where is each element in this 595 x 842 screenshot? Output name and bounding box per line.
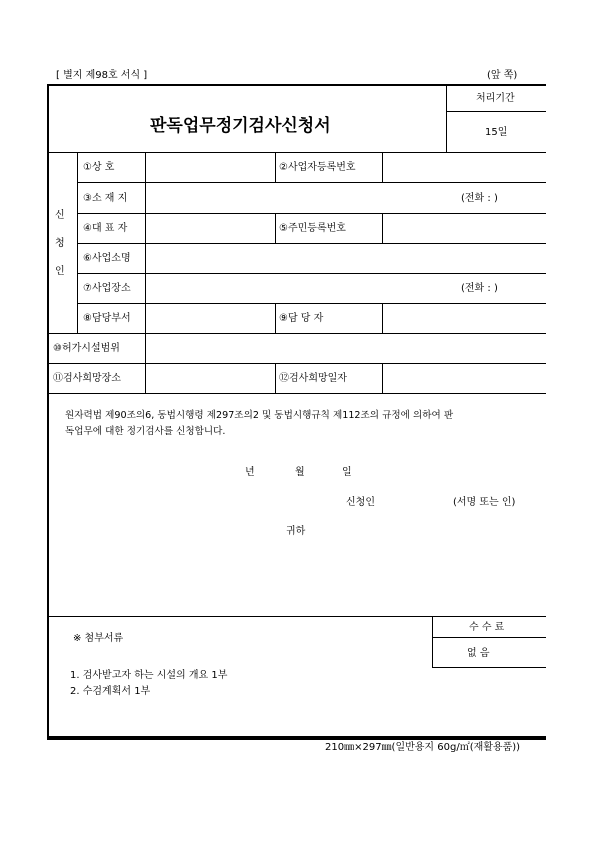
address-phone-label: (전화 : ) [461, 193, 498, 204]
signature-or-seal-label: (서명 또는 인) [453, 497, 516, 508]
form-number: [ 별지 제98호 서식 ] [56, 70, 148, 81]
rule [77, 152, 78, 333]
rule [275, 363, 276, 393]
address-field[interactable] [146, 183, 446, 213]
person-in-charge-field[interactable] [383, 304, 545, 333]
representative-label: ④대 표 자 [83, 223, 128, 234]
attachments-title: ※ 첨부서류 [73, 633, 124, 644]
person-in-charge-label: ⑨담 당 자 [279, 313, 324, 324]
resident-reg-no-label: ⑤주민등록번호 [279, 223, 346, 234]
attachment-item: 1. 검사받고자 하는 시설의 개요 1부 [70, 670, 228, 681]
page-side-label: (앞 쪽) [487, 70, 518, 81]
department-label: ⑧담당부서 [83, 313, 131, 324]
rule [275, 152, 276, 182]
fee-value: 없 음 [467, 648, 490, 659]
attachment-item: 2. 수검계획서 1부 [70, 686, 151, 697]
statement-line-1: 원자력법 제90조의6, 동법시행령 제297조의2 및 동법시행규칙 제112조의 규정에 의하여 판 [65, 410, 454, 421]
rule [48, 616, 546, 617]
inspection-date-label: ⑫검사희망일자 [279, 373, 347, 384]
trade-name-field[interactable] [146, 153, 275, 182]
processing-period-value: 15일 [485, 127, 508, 138]
business-location-label: ⑦사업장소 [83, 283, 131, 294]
date-month-label: 월 [295, 467, 305, 478]
inspection-place-field[interactable] [146, 364, 275, 393]
business-reg-no-field[interactable] [383, 153, 545, 182]
processing-period-label: 처리기간 [476, 93, 515, 104]
form-bottom-rule [47, 738, 546, 740]
fee-label: 수 수 료 [469, 622, 505, 633]
inspection-place-label: ⑪검사희망장소 [53, 373, 121, 384]
department-field[interactable] [146, 304, 275, 333]
business-name-label: ⑥사업소명 [83, 253, 131, 264]
rule [275, 303, 276, 333]
rule [432, 637, 546, 638]
business-location-phone-label: (전화 : ) [461, 283, 498, 294]
license-scope-field[interactable] [146, 334, 545, 363]
addressee-label: 귀하 [286, 526, 306, 537]
business-location-field[interactable] [146, 274, 446, 303]
applicant-signature-label: 신청인 [346, 497, 375, 508]
paper-spec: 210㎜×297㎜(일반용지 60g/㎡(재활용품)) [325, 742, 521, 753]
applicant-label-1: 신 [55, 210, 65, 221]
rule [432, 667, 546, 668]
rule [446, 85, 447, 152]
form-title: 판독업무정기검사신청서 [150, 116, 331, 136]
date-year-label: 년 [245, 467, 255, 478]
applicant-label-3: 인 [55, 266, 65, 277]
business-reg-no-label: ②사업자등록번호 [279, 162, 356, 173]
rule [432, 616, 433, 667]
rule [446, 111, 546, 112]
license-scope-label: ⑩허가시설범위 [53, 343, 120, 354]
trade-name-label: ①상 호 [83, 162, 115, 173]
date-day-label: 일 [342, 467, 352, 478]
resident-reg-no-field[interactable] [383, 214, 545, 243]
business-name-field[interactable] [146, 244, 545, 273]
representative-field[interactable] [146, 214, 275, 243]
applicant-label-2: 청 [55, 238, 65, 249]
statement-line-2: 독업무에 대한 정기검사를 신청합니다. [65, 426, 226, 437]
inspection-date-field[interactable] [383, 364, 545, 393]
address-label: ③소 재 지 [83, 193, 128, 204]
rule [275, 213, 276, 243]
rule [48, 393, 546, 394]
